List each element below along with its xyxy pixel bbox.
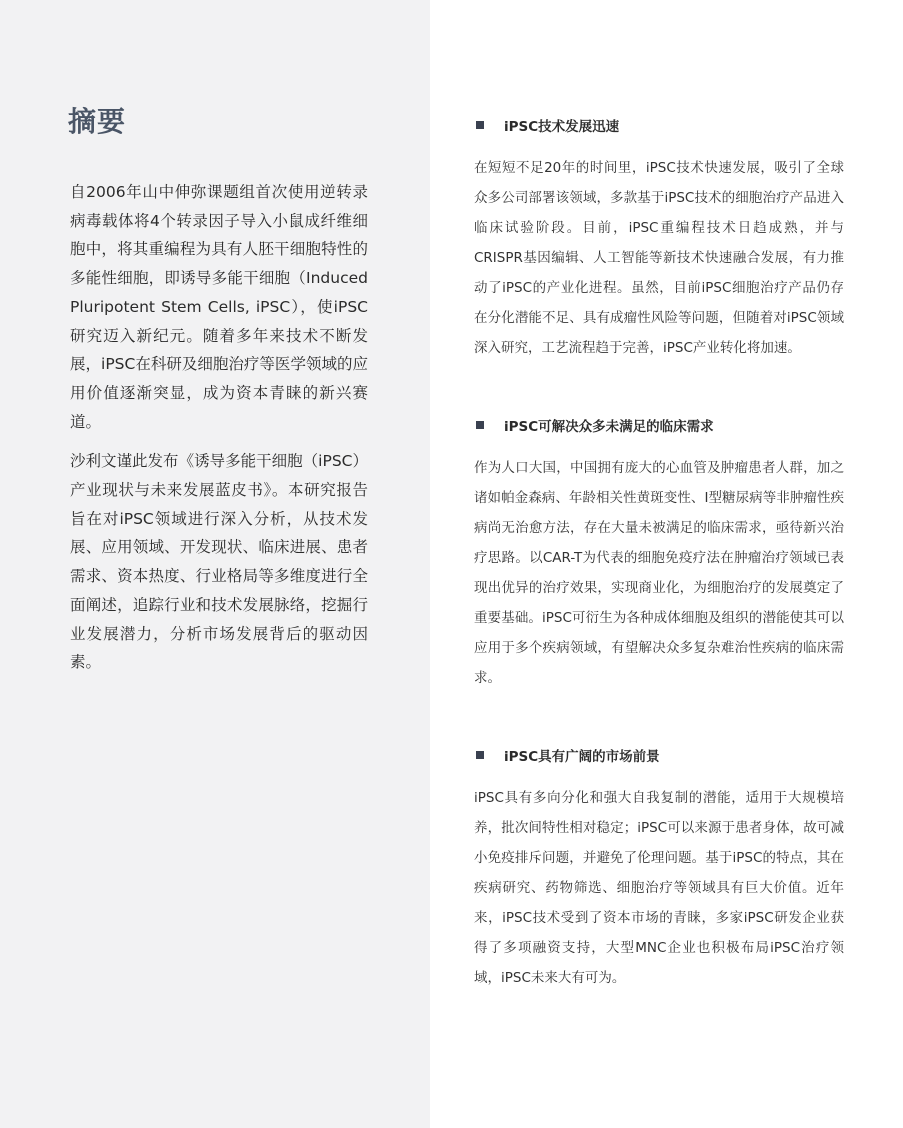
section-clinical-needs: [474, 415, 844, 693]
section-title: iPSC技术发展迅速: [504, 119, 620, 135]
abstract-paragraph: 自2006年山中伸弥课题组首次使用逆转录病毒载体将4个转录因子导入小鼠成纤维细胞中，将其重编程为具有人胚干细胞特性的多能性细胞，即诱导多能干细胞（Induced Pluripotent Stem Cells, iPSC），使iPSC研究迈入新纪元。随着多年来技术不断发展，iPSC在科研及细胞治疗等医学领域的应用价值逐渐突显，成为资本青睐的新兴赛道。: [70, 183, 368, 431]
section-title: iPSC可解决众多未满足的临床需求: [504, 419, 714, 435]
section-body: 在短短不足20年的时间里，iPSC技术快速发展，吸引了全球众多公司部署该领域，多款基于iPSC技术的细胞治疗产品进入临床试验阶段。目前，iPSC重编程技术日趋成熟，并与CRISPR基因编辑、人工智能等新技术快速融合发展，有力推动了iPSC的产业化进程。虽然，目前iPSC细胞治疗产品仍存在分化潜能不足、具有成瘤性风险等问题，但随着对iPSC领域深入研究，工艺流程趋于完善，iPSC产业转化将加速。: [474, 160, 844, 356]
abstract-title: 摘要: [68, 105, 127, 138]
section-body: iPSC具有多向分化和强大自我复制的潜能，适用于大规模培养，批次间特性相对稳定；iPSC可以来源于患者身体，故可减小免疫排斥问题，并避免了伦理问题。基于iPSC的特点，其在疾病研究、药物筛选、细胞治疗等领域具有巨大价值。近年来，iPSC技术受到了资本市场的青睐，多家iPSC研发企业获得了多项融资支持，大型MNC企业也积极布局iPSC治疗领域，iPSC未来大有可为。: [474, 790, 844, 986]
square-bullet-icon: [476, 121, 484, 129]
section-body: 作为人口大国，中国拥有庞大的心血管及肿瘤患者人群，加之诸如帕金森病、年龄相关性黄斑变性、Ⅰ型糖尿病等非肿瘤性疾病尚无治愈方法，存在大量未被满足的临床需求，亟待新兴治疗思路。以CAR-T为代表的细胞免疫疗法在肿瘤治疗领域已表现出优异的治疗效果，实现商业化，为细胞治疗的发展奠定了重要基础。iPSC可衍生为各种成体细胞及组织的潜能使其可以应用于多个疾病领域，有望解决众多复杂难治性疾病的临床需求。: [474, 460, 844, 686]
section-heading: [474, 745, 844, 765]
abstract-paragraph: 沙利文谨此发布《诱导多能干细胞（iPSC）产业现状与未来发展蓝皮书》。本研究报告旨在对iPSC领域进行深入分析，从技术发展、应用领域、开发现状、临床进展、患者需求、资本热度、行业格局等多维度进行全面阐述，追踪行业和技术发展脉络，挖掘行业发展潜力，分析市场发展背后的驱动因素。: [70, 452, 368, 672]
section-heading: [474, 415, 844, 435]
section-title: iPSC具有广阔的市场前景: [504, 749, 660, 765]
section-market-outlook: [474, 745, 844, 993]
square-bullet-icon: [476, 751, 484, 759]
square-bullet-icon: [476, 421, 484, 429]
abstract-body: [70, 178, 368, 688]
section-tech-development: [474, 115, 844, 363]
abstract-panel: [0, 0, 430, 1128]
section-heading: [474, 115, 844, 135]
